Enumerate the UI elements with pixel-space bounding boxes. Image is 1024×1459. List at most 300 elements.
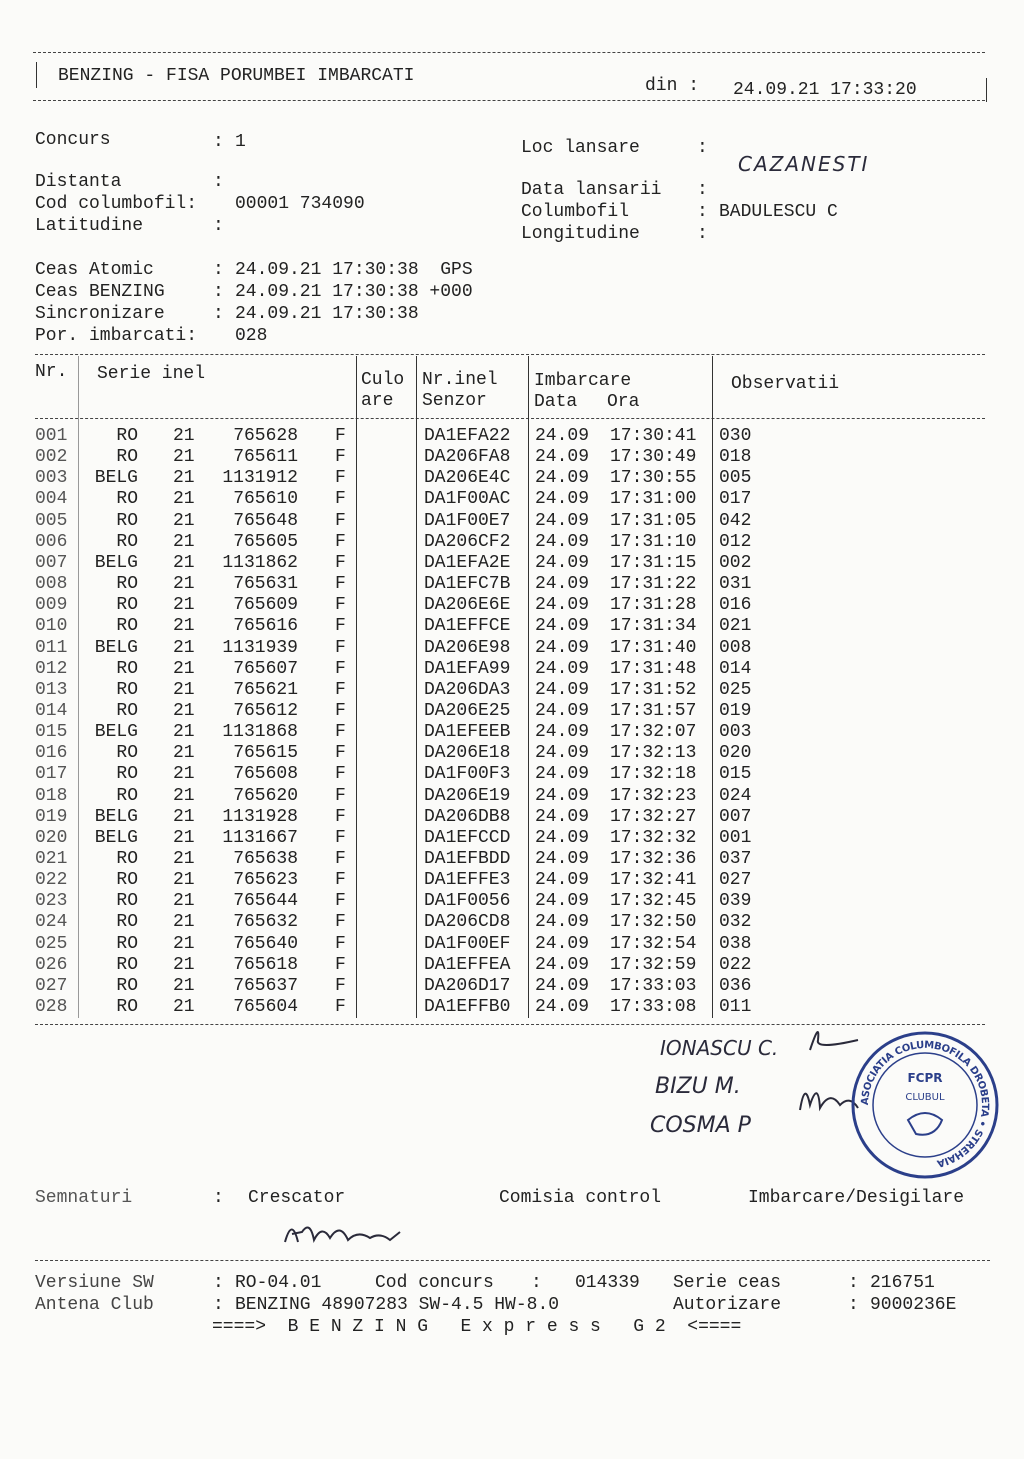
svg-text:FCPR: FCPR (907, 1071, 943, 1085)
boarding-date: 24.09 (535, 658, 590, 679)
document-title: BENZING - FISA PORUMBEI IMBARCATI (58, 66, 415, 86)
boarding-time: 17:31:15 (610, 552, 697, 573)
ring-number: 1131928 (222, 806, 298, 827)
boarding-date: 24.09 (535, 870, 590, 891)
ring-year: 21 (173, 510, 195, 531)
colon: : (697, 224, 708, 244)
commission-name-1: IONASCU C. (660, 1036, 779, 1060)
sex: F (335, 806, 346, 827)
country-code: BELG (94, 637, 138, 658)
concurs-label: Concurs (35, 130, 111, 150)
boarding-time: 17:31:52 (610, 679, 697, 700)
header-border-right (986, 78, 987, 102)
longitudine-label: Longitudine (521, 224, 640, 244)
ring-number: 765608 (233, 764, 298, 785)
boarding-time: 17:31:40 (610, 637, 697, 658)
observation: 003 (719, 722, 752, 743)
sensor-id: DA206CF2 (424, 531, 511, 552)
ring-number: 1131939 (222, 637, 298, 658)
observation: 005 (719, 468, 752, 489)
table-row (0, 807, 1024, 828)
boarding-date: 24.09 (535, 700, 590, 721)
versiune-sw-value: RO-04.01 (235, 1273, 322, 1293)
sex: F (335, 468, 346, 489)
row-number: 002 (35, 447, 68, 468)
sex: F (335, 595, 346, 616)
ring-year: 21 (173, 531, 195, 552)
sensor-id: DA1EFEEB (424, 722, 511, 743)
boarding-time: 17:33:08 (610, 997, 697, 1018)
autorizare-label: Autorizare (673, 1295, 782, 1315)
sex: F (335, 679, 346, 700)
sex: F (335, 933, 346, 954)
country-code: RO (116, 870, 138, 891)
header-ora: Ora (607, 392, 640, 412)
row-number: 003 (35, 468, 68, 489)
boarding-date: 24.09 (535, 552, 590, 573)
observation: 019 (719, 700, 752, 721)
row-number: 015 (35, 722, 68, 743)
row-number: 027 (35, 975, 68, 996)
ring-number: 765621 (233, 679, 298, 700)
observation: 037 (719, 849, 752, 869)
header-data: Data (534, 392, 578, 412)
row-number: 001 (35, 426, 68, 446)
header-nr: Nr. (35, 362, 68, 382)
row-number: 018 (35, 785, 68, 806)
table-row (0, 595, 1024, 616)
sensor-id: DA1EFFB0 (424, 997, 511, 1018)
cod-concurs-value: 014339 (575, 1273, 640, 1293)
sincronizare-value: 24.09.21 17:30:38 (235, 304, 419, 324)
observation: 008 (719, 637, 752, 658)
colon: : (848, 1295, 859, 1315)
boarding-date: 24.09 (535, 891, 590, 912)
country-code: RO (116, 891, 138, 912)
ring-number: 765640 (233, 933, 298, 954)
sensor-id: DA1EFA99 (424, 658, 511, 679)
ring-year: 21 (173, 722, 195, 743)
sex: F (335, 574, 346, 595)
sex: F (335, 658, 346, 679)
boarding-date: 24.09 (535, 743, 590, 764)
boarding-time: 17:32:13 (610, 743, 697, 764)
table-row (0, 743, 1024, 764)
table-row (0, 553, 1024, 574)
ring-year: 21 (173, 849, 195, 869)
boarding-date: 24.09 (535, 447, 590, 468)
row-number: 013 (35, 679, 68, 700)
sex: F (335, 510, 346, 531)
antena-club-label: Antena Club (35, 1295, 154, 1315)
header-border-left (36, 62, 37, 88)
ring-year: 21 (173, 700, 195, 721)
boarding-time: 17:31:28 (610, 595, 697, 616)
country-code: RO (116, 679, 138, 700)
country-code: RO (116, 574, 138, 595)
ring-year: 21 (173, 912, 195, 933)
sensor-id: DA1EFA2E (424, 552, 511, 573)
observation: 014 (719, 658, 752, 679)
ring-year: 21 (173, 954, 195, 975)
country-code: RO (116, 954, 138, 975)
sex: F (335, 531, 346, 552)
observation: 025 (719, 679, 752, 700)
sensor-id: DA1F0056 (424, 891, 511, 912)
table-row (0, 934, 1024, 955)
ring-number: 1131868 (222, 722, 298, 743)
row-number: 021 (35, 849, 68, 869)
ring-number: 765631 (233, 574, 298, 595)
table-row (0, 912, 1024, 933)
table-row (0, 532, 1024, 553)
sex: F (335, 849, 346, 869)
serie-ceas-value: 216751 (870, 1273, 935, 1293)
distanta-label: Distanta (35, 172, 122, 192)
ring-year: 21 (173, 785, 195, 806)
observation: 024 (719, 785, 752, 806)
header-senzor: Senzor (422, 391, 487, 411)
colon: : (213, 172, 224, 192)
comisia-control-label: Comisia control (499, 1188, 662, 1208)
row-number: 008 (35, 574, 68, 595)
sex: F (335, 954, 346, 975)
table-row (0, 616, 1024, 637)
boarding-date: 24.09 (535, 574, 590, 595)
ring-number: 1131667 (222, 827, 298, 848)
boarding-time: 17:30:55 (610, 468, 697, 489)
boarding-time: 17:32:23 (610, 785, 697, 806)
country-code: BELG (94, 806, 138, 827)
header-border-bottom (33, 100, 985, 101)
boarding-time: 17:31:57 (610, 700, 697, 721)
boarding-date: 24.09 (535, 489, 590, 510)
header-border-top (33, 52, 985, 53)
sensor-id: DA1EFBDD (424, 849, 511, 869)
sensor-id: DA1EFCCD (424, 827, 511, 848)
boarding-time: 17:31:34 (610, 616, 697, 637)
colon: : (213, 132, 224, 152)
ring-number: 765610 (233, 489, 298, 510)
table-row (0, 849, 1024, 870)
concurs-value: 1 (235, 132, 246, 152)
boarding-time: 17:32:36 (610, 849, 697, 869)
boarding-date: 24.09 (535, 806, 590, 827)
table-row (0, 680, 1024, 701)
sex: F (335, 743, 346, 764)
ring-number: 1131862 (222, 552, 298, 573)
boarding-time: 17:32:32 (610, 827, 697, 848)
table-row (0, 891, 1024, 912)
boarding-date: 24.09 (535, 531, 590, 552)
row-number: 004 (35, 489, 68, 510)
country-code: RO (116, 700, 138, 721)
sensor-id: DA206E25 (424, 700, 511, 721)
sincronizare-label: Sincronizare (35, 304, 165, 324)
latitudine-label: Latitudine (35, 216, 144, 236)
colon: : (213, 1188, 224, 1208)
antena-club-value: BENZING 48907283 SW-4.5 HW-8.0 (235, 1295, 560, 1315)
serie-ceas-label: Serie ceas (673, 1273, 782, 1293)
header-serie-inel: Serie inel (97, 364, 206, 384)
country-code: RO (116, 997, 138, 1018)
crescator-label: Crescator (248, 1188, 346, 1208)
row-number: 014 (35, 700, 68, 721)
autorizare-value: 9000236E (870, 1295, 957, 1315)
observation: 030 (719, 426, 752, 446)
country-code: BELG (94, 552, 138, 573)
commission-signatures (780, 1010, 860, 1130)
observation: 020 (719, 743, 752, 764)
sensor-id: DA1F00EF (424, 933, 511, 954)
ring-year: 21 (173, 595, 195, 616)
ring-year: 21 (173, 764, 195, 785)
cod-columbofil-value: 00001 734090 (235, 194, 365, 214)
ring-year: 21 (173, 658, 195, 679)
sex: F (335, 700, 346, 721)
boarding-time: 17:31:00 (610, 489, 697, 510)
country-code: RO (116, 764, 138, 785)
boarding-time: 17:30:49 (610, 447, 697, 468)
ceas-benzing-label: Ceas BENZING (35, 282, 165, 302)
row-number: 006 (35, 531, 68, 552)
sex: F (335, 616, 346, 637)
sex: F (335, 447, 346, 468)
ring-year: 21 (173, 552, 195, 573)
colon: : (213, 1273, 224, 1293)
country-code: RO (116, 426, 138, 446)
table-row (0, 447, 1024, 468)
svg-text:CLUBUL: CLUBUL (905, 1092, 945, 1103)
ring-year: 21 (173, 827, 195, 848)
country-code: BELG (94, 468, 138, 489)
din-value: 24.09.21 17:33:20 (733, 80, 917, 100)
sex: F (335, 975, 346, 996)
ring-number: 765604 (233, 997, 298, 1018)
sensor-id: DA206E18 (424, 743, 511, 764)
ring-number: 765612 (233, 700, 298, 721)
observation: 022 (719, 954, 752, 975)
ring-year: 21 (173, 679, 195, 700)
ring-number: 765615 (233, 743, 298, 764)
svg-text:ASOCIATIA COLUMBOFILA DROBETA: ASOCIATIA COLUMBOFILA DROBETA • STREHAIA (859, 1039, 991, 1169)
boarding-time: 17:31:05 (610, 510, 697, 531)
sex: F (335, 722, 346, 743)
ring-number: 765611 (233, 447, 298, 468)
observation: 015 (719, 764, 752, 785)
boarding-date: 24.09 (535, 997, 590, 1018)
sex: F (335, 552, 346, 573)
observation: 036 (719, 975, 752, 996)
boarding-date: 24.09 (535, 764, 590, 785)
sensor-id: DA206DB8 (424, 806, 511, 827)
sex: F (335, 827, 346, 848)
country-code: RO (116, 510, 138, 531)
observation: 042 (719, 510, 752, 531)
ring-number: 765637 (233, 975, 298, 996)
boarding-date: 24.09 (535, 785, 590, 806)
country-code: RO (116, 447, 138, 468)
country-code: RO (116, 531, 138, 552)
boarding-date: 24.09 (535, 679, 590, 700)
ring-year: 21 (173, 743, 195, 764)
sensor-id: DA206FA8 (424, 447, 511, 468)
boarding-time: 17:32:59 (610, 954, 697, 975)
country-code: BELG (94, 827, 138, 848)
boarding-time: 17:32:18 (610, 764, 697, 785)
observation: 021 (719, 616, 752, 637)
boarding-date: 24.09 (535, 510, 590, 531)
ring-year: 21 (173, 891, 195, 912)
sensor-id: DA1EFFCE (424, 616, 511, 637)
sex: F (335, 891, 346, 912)
boarding-time: 17:31:10 (610, 531, 697, 552)
ring-number: 765632 (233, 912, 298, 933)
ring-number: 765623 (233, 870, 298, 891)
boarding-date: 24.09 (535, 827, 590, 848)
ring-year: 21 (173, 975, 195, 996)
table-row (0, 638, 1024, 659)
sex: F (335, 489, 346, 510)
row-number: 017 (35, 764, 68, 785)
sex: F (335, 912, 346, 933)
header-nr-inel: Nr.inel (422, 370, 498, 390)
sensor-id: DA1EFFE3 (424, 870, 511, 891)
observation: 018 (719, 447, 752, 468)
table-row (0, 764, 1024, 785)
table-row (0, 574, 1024, 595)
por-imbarcati-value: 028 (235, 326, 268, 346)
table-row (0, 722, 1024, 743)
ring-number: 765609 (233, 595, 298, 616)
country-code: RO (116, 616, 138, 637)
ring-number: 765620 (233, 785, 298, 806)
boarding-time: 17:31:48 (610, 658, 697, 679)
row-number: 024 (35, 912, 68, 933)
table-row (0, 701, 1024, 722)
country-code: RO (116, 849, 138, 869)
observation: 002 (719, 552, 752, 573)
country-code: RO (116, 785, 138, 806)
row-number: 028 (35, 997, 68, 1018)
row-number: 023 (35, 891, 68, 912)
ring-year: 21 (173, 933, 195, 954)
table-row (0, 997, 1024, 1018)
row-number: 007 (35, 552, 68, 573)
columbofil-value: BADULESCU C (719, 202, 838, 222)
header-imbarcare: Imbarcare (534, 371, 632, 391)
ring-number: 765607 (233, 658, 298, 679)
colon: : (697, 202, 708, 222)
sensor-id: DA206E6E (424, 595, 511, 616)
sensor-id: DA1EFFEA (424, 954, 511, 975)
header-culoare: Culo (361, 370, 405, 390)
ring-year: 21 (173, 997, 195, 1018)
observation: 032 (719, 912, 752, 933)
ring-number: 765638 (233, 849, 298, 869)
ring-year: 21 (173, 806, 195, 827)
boarding-date: 24.09 (535, 616, 590, 637)
commission-name-3: COSMA P (650, 1113, 751, 1138)
table-row (0, 976, 1024, 997)
colon: : (213, 1295, 224, 1315)
country-code: RO (116, 658, 138, 679)
row-number: 009 (35, 595, 68, 616)
boarding-date: 24.09 (535, 954, 590, 975)
table-row (0, 870, 1024, 891)
country-code: BELG (94, 722, 138, 743)
row-number: 011 (35, 637, 68, 658)
table-row (0, 511, 1024, 532)
versiune-sw-label: Versiune SW (35, 1273, 154, 1293)
row-number: 012 (35, 658, 68, 679)
ring-number: 765616 (233, 616, 298, 637)
sensor-id: DA206E98 (424, 637, 511, 658)
colon: : (213, 260, 224, 280)
footer-rule (35, 1260, 990, 1261)
ring-number: 765628 (233, 426, 298, 446)
por-imbarcati-label: Por. imbarcati: (35, 326, 198, 346)
boarding-date: 24.09 (535, 849, 590, 869)
table-row (0, 426, 1024, 447)
country-code: RO (116, 743, 138, 764)
boarding-date: 24.09 (535, 722, 590, 743)
boarding-time: 17:32:27 (610, 806, 697, 827)
boarding-date: 24.09 (535, 912, 590, 933)
ring-year: 21 (173, 574, 195, 595)
row-number: 022 (35, 870, 68, 891)
table-row (0, 828, 1024, 849)
sensor-id: DA1EFC7B (424, 574, 511, 595)
sex: F (335, 764, 346, 785)
observation: 007 (719, 806, 752, 827)
observation: 016 (719, 595, 752, 616)
ring-number: 765618 (233, 954, 298, 975)
columbofil-label: Columbofil (521, 202, 630, 222)
sex: F (335, 637, 346, 658)
sensor-id: DA206E4C (424, 468, 511, 489)
observation: 017 (719, 489, 752, 510)
sensor-id: DA206D17 (424, 975, 511, 996)
ring-year: 21 (173, 447, 195, 468)
observation: 031 (719, 574, 752, 595)
row-number: 025 (35, 933, 68, 954)
ring-number: 1131912 (222, 468, 298, 489)
colon: : (848, 1273, 859, 1293)
boarding-time: 17:32:45 (610, 891, 697, 912)
colon: : (213, 304, 224, 324)
row-number: 010 (35, 616, 68, 637)
data-lansarii-label: Data lansarii (521, 180, 662, 200)
country-code: RO (116, 912, 138, 933)
observation: 001 (719, 827, 752, 848)
sex: F (335, 426, 346, 446)
sex: F (335, 997, 346, 1018)
table-row (0, 659, 1024, 680)
ring-year: 21 (173, 426, 195, 446)
ring-year: 21 (173, 616, 195, 637)
sensor-id: DA206DA3 (424, 679, 511, 700)
boarding-time: 17:30:41 (610, 426, 697, 446)
country-code: RO (116, 975, 138, 996)
boarding-date: 24.09 (535, 975, 590, 996)
row-number: 016 (35, 743, 68, 764)
boarding-time: 17:33:03 (610, 975, 697, 996)
observation: 011 (719, 997, 752, 1018)
ring-year: 21 (173, 870, 195, 891)
ring-number: 765644 (233, 891, 298, 912)
header-observatii: Observatii (731, 374, 840, 394)
